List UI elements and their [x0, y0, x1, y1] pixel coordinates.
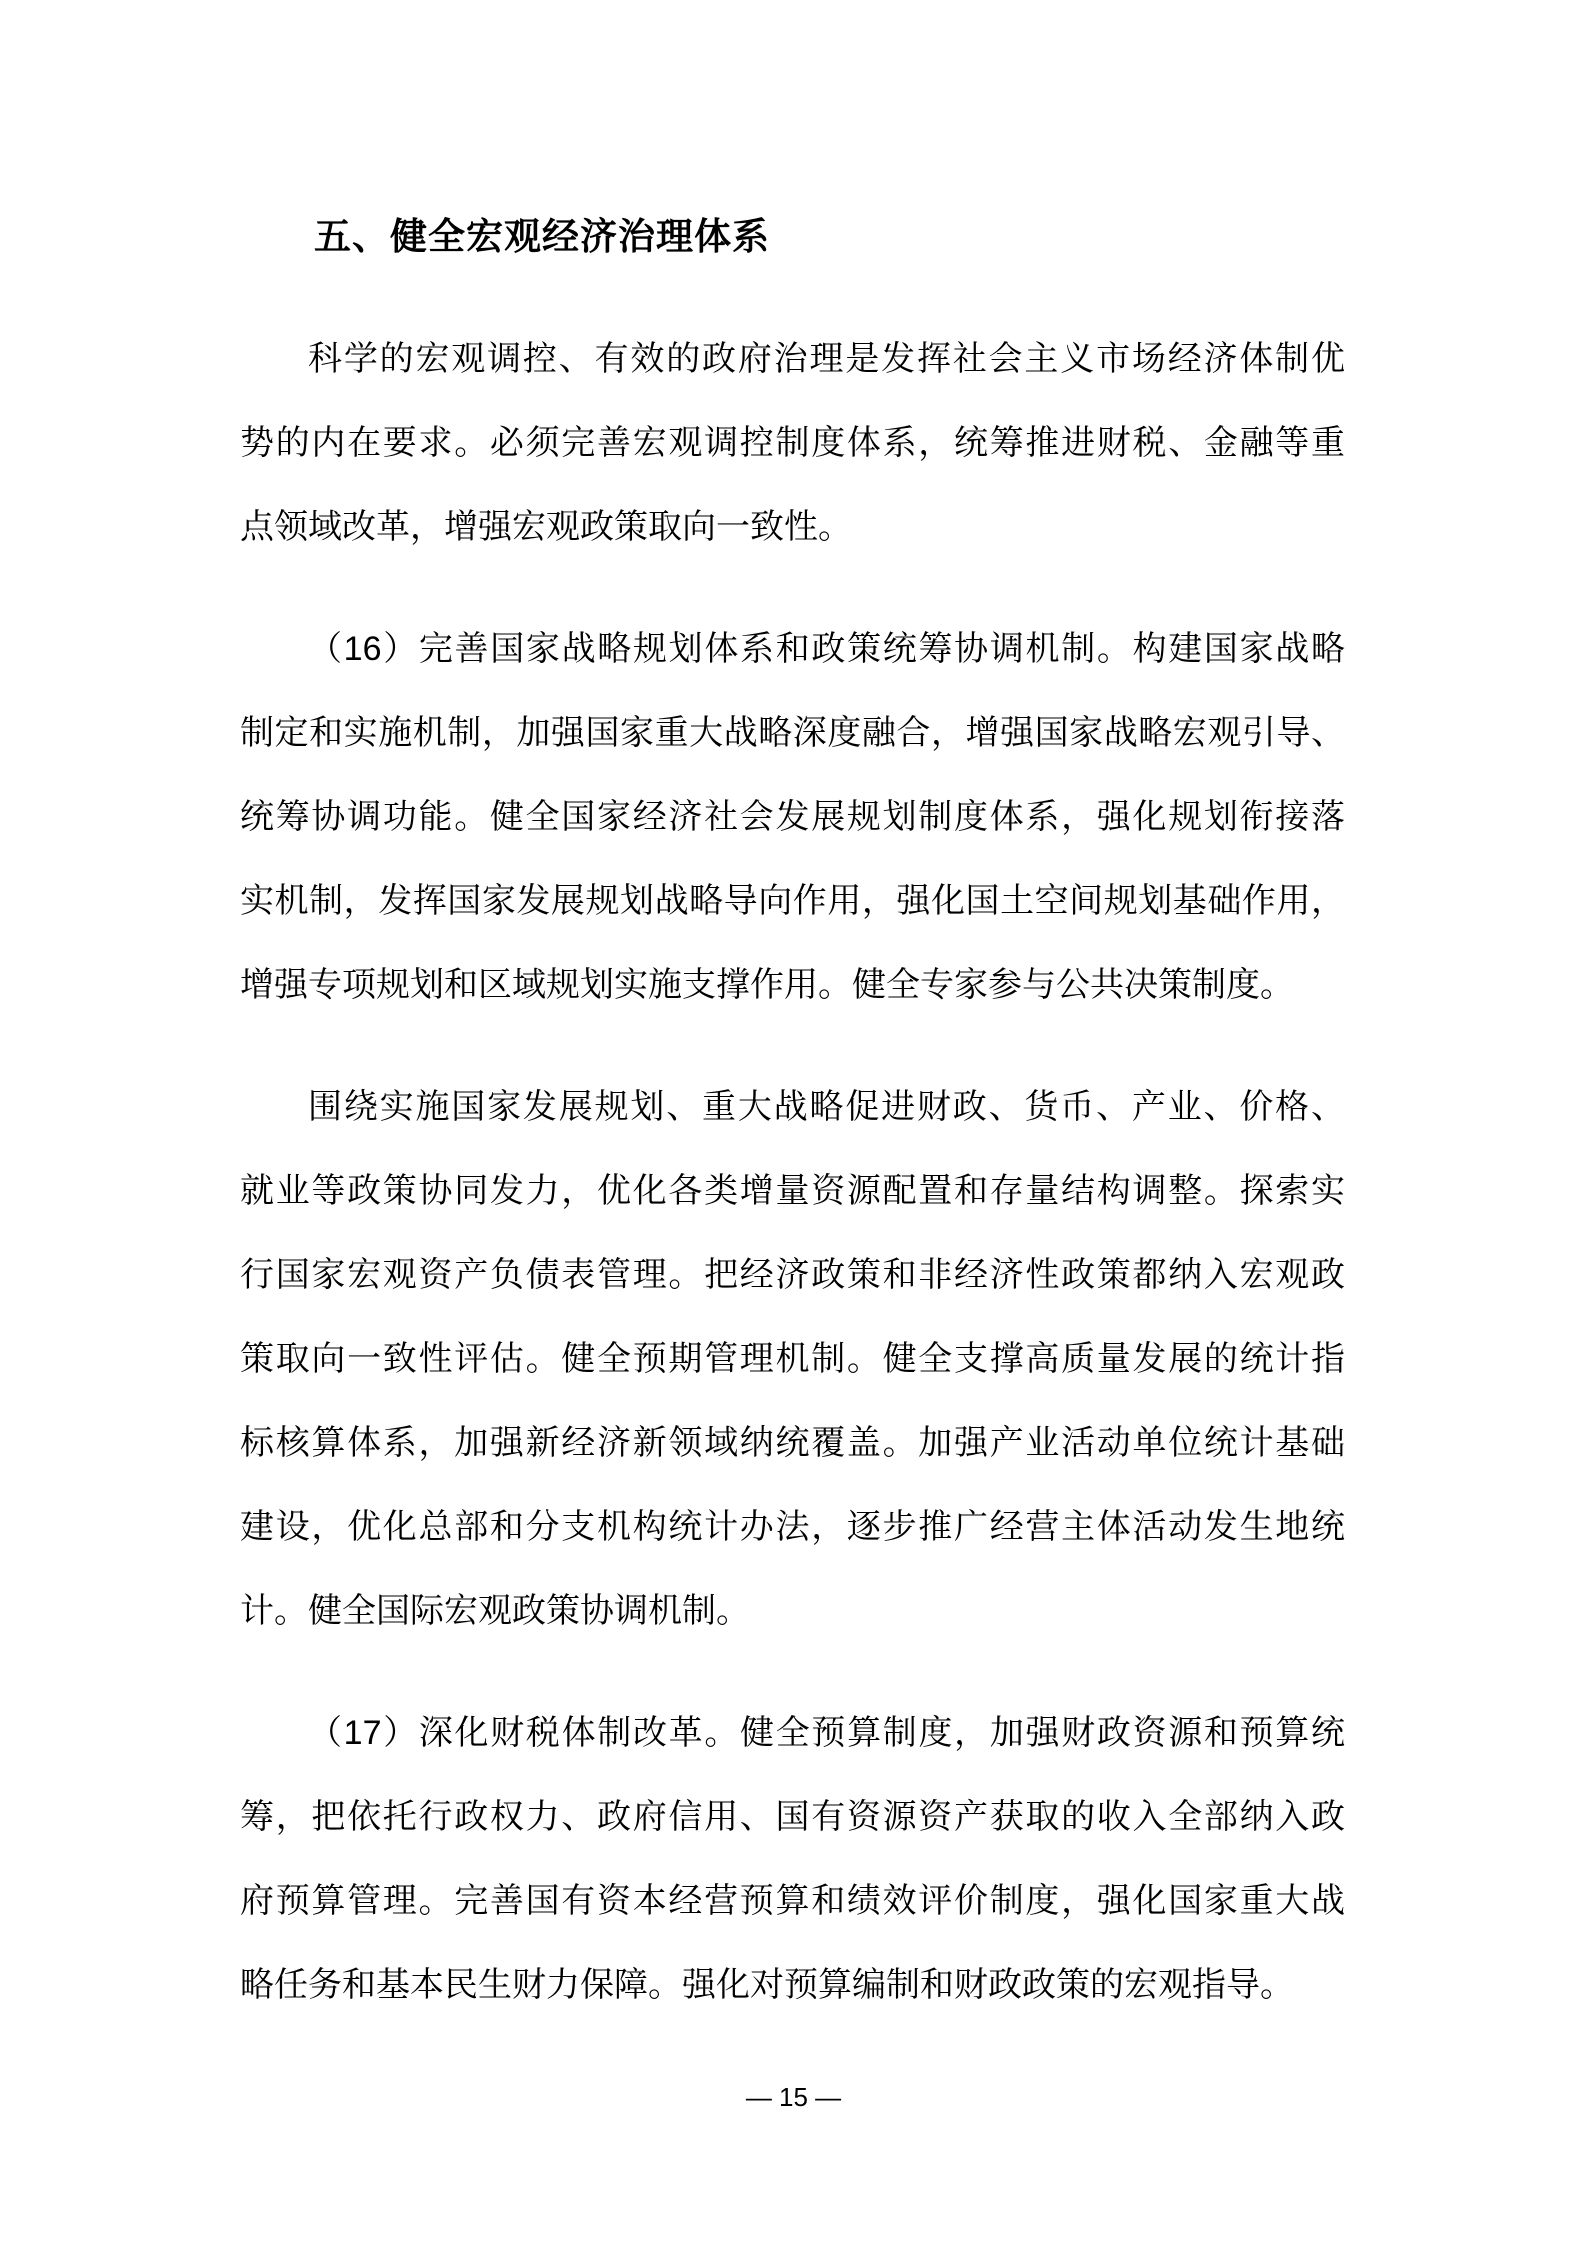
- paragraph: [240, 317, 1345, 569]
- text-line: 实机制，发挥国家发展规划战略导向作用，强化国土空间规划基础作用，: [240, 882, 1345, 920]
- text-line: 标核算体系，加强新经济新领域纳统覆盖。加强产业活动单位统计基础: [240, 1424, 1345, 1462]
- paragraph: [240, 1691, 1345, 2027]
- text-line: 行国家宏观资产负债表管理。把经济政策和非经济性政策都纳入宏观政: [240, 1256, 1345, 1294]
- text-line: （16）完善国家战略规划体系和政策统筹协调机制。构建国家战略: [308, 630, 1345, 668]
- document-body: [240, 317, 1345, 2027]
- text-line: 筹，把依托行政权力、政府信用、国有资源资产获取的收入全部纳入政: [240, 1798, 1345, 1836]
- text-line: 就业等政策协同发力，优化各类增量资源配置和存量结构调整。探索实: [240, 1172, 1345, 1210]
- text-line: 围绕实施国家发展规划、重大战略促进财政、货币、产业、价格、: [308, 1088, 1345, 1126]
- text-line: 势的内在要求。必须完善宏观调控制度体系，统筹推进财税、金融等重: [240, 424, 1345, 462]
- text-line: （17）深化财税体制改革。健全预算制度，加强财政资源和预算统: [308, 1714, 1345, 1752]
- paragraph: [240, 1065, 1345, 1653]
- text-line: 制定和实施机制，加强国家重大战略深度融合，增强国家战略宏观引导、: [240, 714, 1345, 752]
- paragraph: [240, 607, 1345, 1027]
- text-line: 建设，优化总部和分支机构统计办法，逐步推广经营主体活动发生地统: [240, 1508, 1345, 1546]
- text-line: 科学的宏观调控、有效的政府治理是发挥社会主义市场经济体制优: [308, 340, 1345, 378]
- text-line: 策取向一致性评估。健全预期管理机制。健全支撑高质量发展的统计指: [240, 1340, 1345, 1378]
- text-line: 增强专项规划和区域规划实施支撑作用。健全专家参与公共决策制度。: [240, 966, 1294, 1004]
- text-line: 府预算管理。完善国有资本经营预算和绩效评价制度，强化国家重大战: [240, 1882, 1345, 1920]
- page-number-footer: [0, 2082, 1587, 2113]
- text-line: 略任务和基本民生财力保障。强化对预算编制和财政政策的宏观指导。: [240, 1966, 1294, 2004]
- text-line: 计。健全国际宏观政策协调机制。: [240, 1592, 750, 1630]
- section-heading: 五、健全宏观经济治理体系: [314, 216, 770, 257]
- page-number: — 15 —: [745, 2082, 842, 2112]
- text-line: 点领域改革，增强宏观政策取向一致性。: [240, 508, 852, 546]
- text-line: 统筹协调功能。健全国家经济社会发展规划制度体系，强化规划衔接落: [240, 798, 1345, 836]
